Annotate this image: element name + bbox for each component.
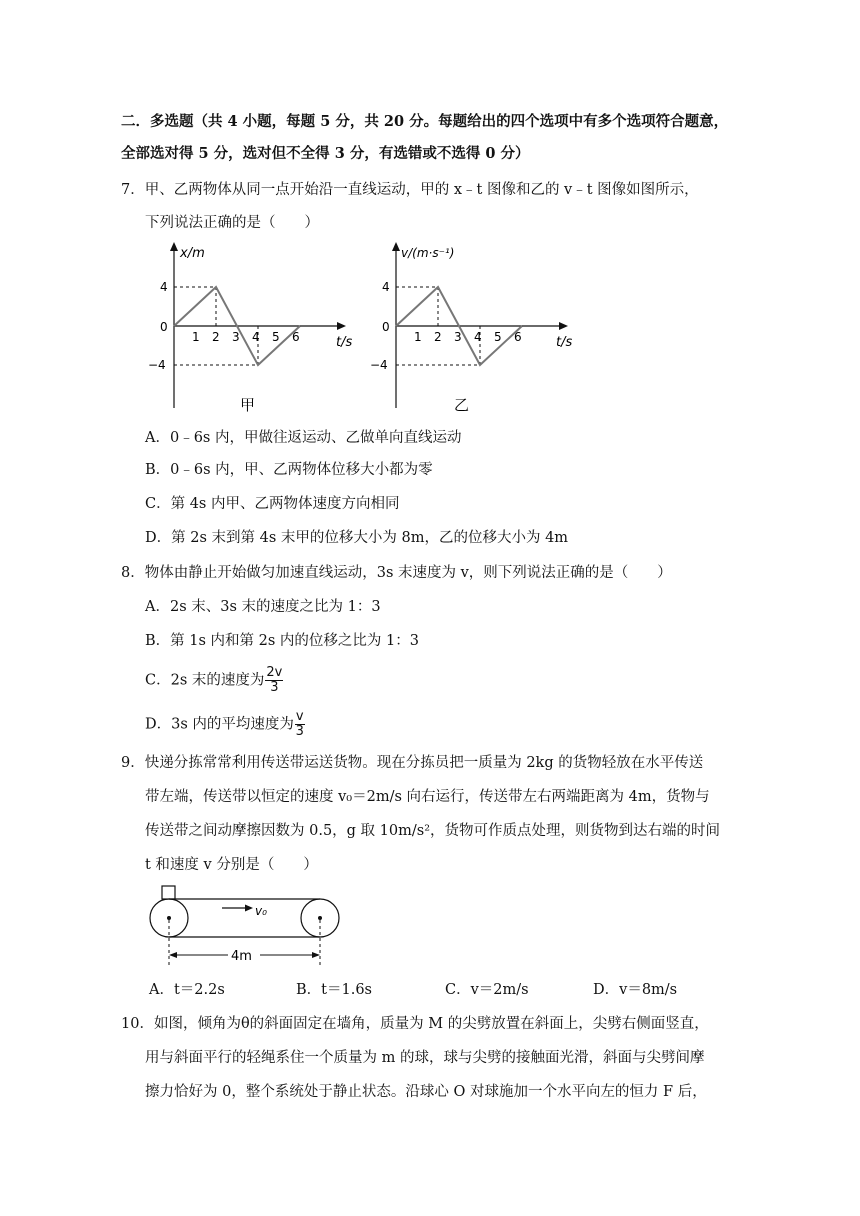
q8-option-b: B．第 1s 内和第 2s 内的位移之比为 1：3 [145,633,419,649]
x-tick-3: 3 [454,330,462,344]
y-tick-0: 0 [160,320,168,334]
q10-line3: 擦力恰好为 0，整个系统处于静止状态。沿球心 O 对球施加一个水平向左的恒力 F 后， [145,1084,707,1100]
q9-stem-line3: 传送带之间动摩擦因数为 0.5，g 取 10m/s²，货物可作质点处理，则货物到达右端的时间 [145,823,721,839]
q7-option-d: D．第 2s 末到第 4s 末甲的位移大小为 8m，乙的位移大小为 4m [145,530,569,546]
q9-stem-line2: 带左端，传送带以恒定的速度 v₀＝2m/s 向右运行，传送带左右两端距离为 4m，货物与 [145,789,710,805]
x-tick-4: 4 [252,330,260,344]
q7-option-b: B．0﹣6s 内，甲、乙两物体位移大小都为零 [145,462,433,478]
x-axis-label: t/s [336,335,353,350]
q8-option-d-text: D．3s 内的平均速度为 [145,716,294,733]
q8-option-c-text: C．2s 末的速度为 [145,672,265,689]
fraction-2v-over-3 [265,666,283,695]
velocity-label: v₀ [255,904,267,918]
y-tick-4: 4 [382,280,390,294]
length-arrow-right [312,952,320,958]
x-tick-4: 4 [474,330,482,344]
cargo-box [162,886,175,899]
q9-option-d: D．v＝8m/s [593,982,678,998]
fraction-numerator: 2v [266,665,283,680]
q9-stem-line1: 9．快递分拣常常利用传送带运送货物。现在分拣员把一质量为 2kg 的货物轻放在水平传送 [121,755,704,771]
conveyor-belt-diagram [140,882,355,972]
y-axis-arrow [392,242,400,251]
fraction-numerator: v [295,709,304,724]
q9-option-c: C．v＝2m/s [445,982,529,998]
y-axis-label: x/m [180,246,205,261]
y-axis-label: v/(m·s⁻¹) [401,246,455,260]
graph-caption: 甲 [240,396,256,414]
length-label: 4m [231,949,252,964]
x-tick-5: 5 [272,330,280,344]
graph-yi [356,238,586,418]
x-tick-6: 6 [292,330,300,344]
graph-caption: 乙 [454,396,470,414]
x-tick-1: 1 [192,330,200,344]
x-axis-arrow [337,322,346,330]
q8-stem: 8．物体由静止开始做匀加速直线运动，3s 末速度为 v，则下列说法正确的是（ ） [121,565,672,581]
q8-option-c [145,666,283,695]
length-arrow-left [169,952,177,958]
x-axis-arrow [559,322,568,330]
q7-stem-line2: 下列说法正确的是（ ） [145,215,319,231]
q8-option-a: A．2s 末、3s 末的速度之比为 1：3 [145,599,381,615]
x-tick-6: 6 [514,330,522,344]
y-tick-4: 4 [160,280,168,294]
velocity-arrowhead [245,905,253,912]
x-axis-label: t/s [556,335,573,350]
y-tick-0: 0 [382,320,390,334]
q7-option-c: C．第 4s 内甲、乙两物体速度方向相同 [145,496,400,512]
section-header-line1: 二．多选题（共 4 小题，每题 5 分，共 20 分。每题给出的四个选项中有多个选项符合题意， [121,113,729,130]
x-tick-1: 1 [414,330,422,344]
q10-line1: 10．如图，倾角为θ的斜面固定在墙角，质量为 M 的尖劈放置在斜面上，尖劈右侧面竖直， [121,1016,709,1032]
q9-stem-line4: t 和速度 v 分别是（ ） [145,857,318,873]
y-tick-neg4: −4 [370,358,388,372]
section-header-line2: 全部选对得 5 分，选对但不全得 3 分，有选错或不选得 0 分） [121,145,530,162]
x-tick-2: 2 [212,330,220,344]
x-tick-5: 5 [494,330,502,344]
x-tick-2: 2 [434,330,442,344]
q7-stem-line1: 7．甲、乙两物体从同一点开始沿一直线运动，甲的 x﹣t 图像和乙的 v﹣t 图像如图所示， [121,182,699,198]
fraction-denominator: 3 [270,680,279,695]
q7-option-a: A．0﹣6s 内，甲做往返运动、乙做单向直线运动 [145,430,462,446]
x-tick-3: 3 [232,330,240,344]
q8-option-d [145,710,305,739]
right-axle [318,916,322,920]
q9-option-a: A．t＝2.2s [149,982,225,998]
q9-option-b: B．t＝1.6s [296,982,372,998]
q10-line2: 用与斜面平行的轻绳系住一个质量为 m 的球，球与尖劈的接触面光滑，斜面与尖劈间摩 [145,1050,705,1066]
graph-jia [138,238,358,418]
fraction-v-over-3 [295,710,305,739]
y-tick-neg4: −4 [148,358,166,372]
y-axis-arrow [170,242,178,251]
fraction-denominator: 3 [295,724,304,739]
left-axle [167,916,171,920]
